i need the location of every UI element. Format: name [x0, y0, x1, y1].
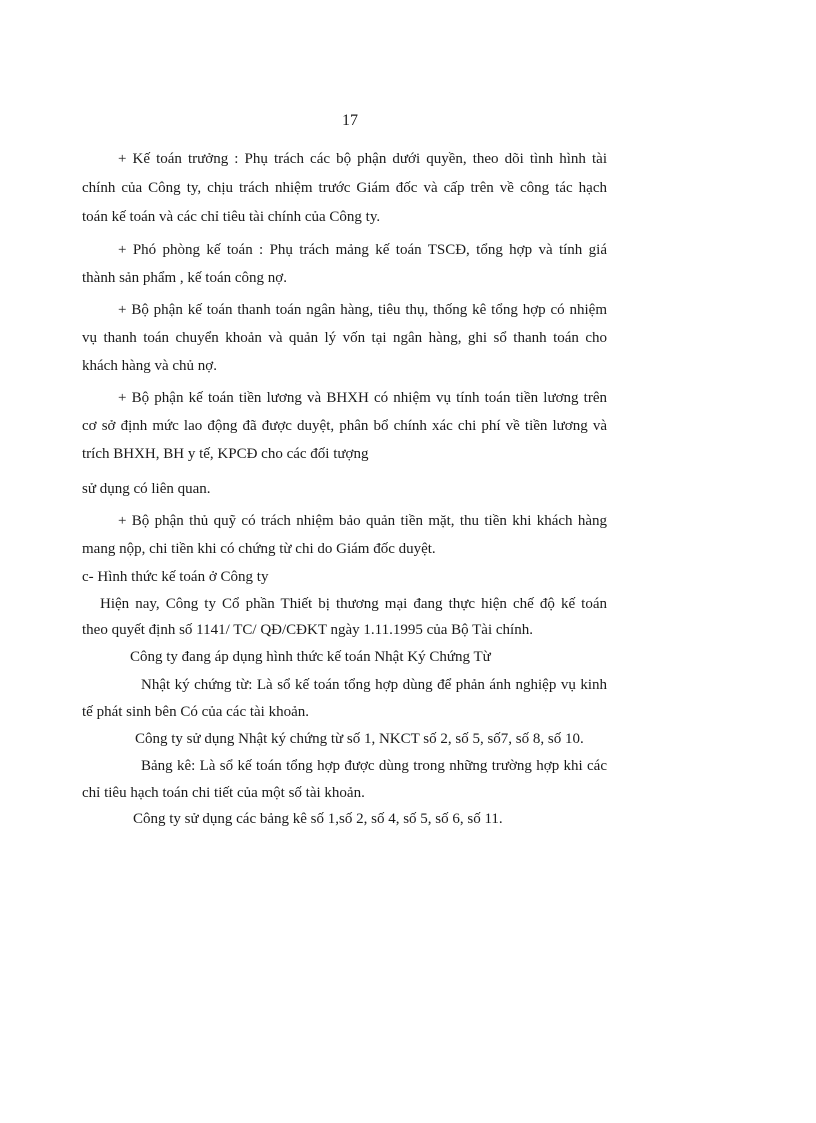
text-line: vụ thanh toán chuyển khoản và quản lý vốn tại ngân hàng, ghi sổ thanh toán cho [82, 330, 607, 346]
text-line: cơ sở định mức lao động đã được duyệt, phân bổ chính xác chi phí về tiền lương và [82, 418, 607, 434]
text-line: Công ty sử dụng các bảng kê số 1,số 2, số 4, số 5, số 6, số 11. [133, 811, 503, 827]
text-line: chỉ tiêu hạch toán chi tiết của một số tài khoản. [82, 785, 365, 801]
text-line: Công ty sử dụng Nhật ký chứng từ số 1, NKCT số 2, số 5, số7, số 8, số 10. [135, 731, 584, 747]
text-line: theo quyết định số 1141/ TC/ QĐ/CĐKT ngày 1.11.1995 của Bộ Tài chính. [82, 622, 533, 638]
text-line: chính của Công ty, chịu trách nhiệm trước Giám đốc và cấp trên về công tác hạch [82, 180, 607, 196]
text-line: thành sản phẩm , kế toán công nợ. [82, 270, 287, 286]
text-line: mang nộp, chi tiền khi có chứng từ chi do Giám đốc duyệt. [82, 541, 436, 557]
text-line: Nhật ký chứng từ: Là sổ kế toán tổng hợp dùng để phản ánh nghiệp vụ kinh [141, 677, 607, 693]
text-line: tế phát sinh bên Có của các tài khoản. [82, 704, 310, 720]
text-line: + Bộ phận kế toán thanh toán ngân hàng, tiêu thụ, thống kê tổng hợp có nhiệm [118, 302, 607, 318]
text-line: + Bộ phận kế toán tiền lương và BHXH có nhiệm vụ tính toán tiền lương trên [118, 390, 607, 406]
text-line: trích BHXH, BH y tế, KPCĐ cho các đối tượng [82, 446, 369, 462]
text-line: + Kế toán trưởng : Phụ trách các bộ phận dưới quyền, theo dõi tình hình tài [118, 151, 607, 167]
text-line: toán kế toán và các chỉ tiêu tài chính của Công ty. [82, 209, 381, 225]
text-line: khách hàng và chủ nợ. [82, 358, 217, 374]
section-heading: c- Hình thức kế toán ở Công ty [82, 569, 269, 585]
text-line: Công ty đang áp dụng hình thức kế toán Nhật Ký Chứng Từ [130, 649, 491, 665]
text-line: sử dụng có liên quan. [82, 481, 211, 497]
page-number: 17 [342, 112, 358, 129]
text-line: Hiện nay, Công ty Cổ phần Thiết bị thương mại đang thực hiện chế độ kế toán [100, 596, 607, 612]
text-line: + Bộ phận thủ quỹ có trách nhiệm bảo quản tiền mặt, thu tiền khi khách hàng [118, 513, 607, 529]
text-line: + Phó phòng kế toán : Phụ trách mảng kế toán TSCĐ, tổng hợp và tính giá [118, 242, 607, 258]
text-line: Bảng kê: Là sổ kế toán tổng hợp được dùng trong những trường hợp khi các [141, 758, 607, 774]
